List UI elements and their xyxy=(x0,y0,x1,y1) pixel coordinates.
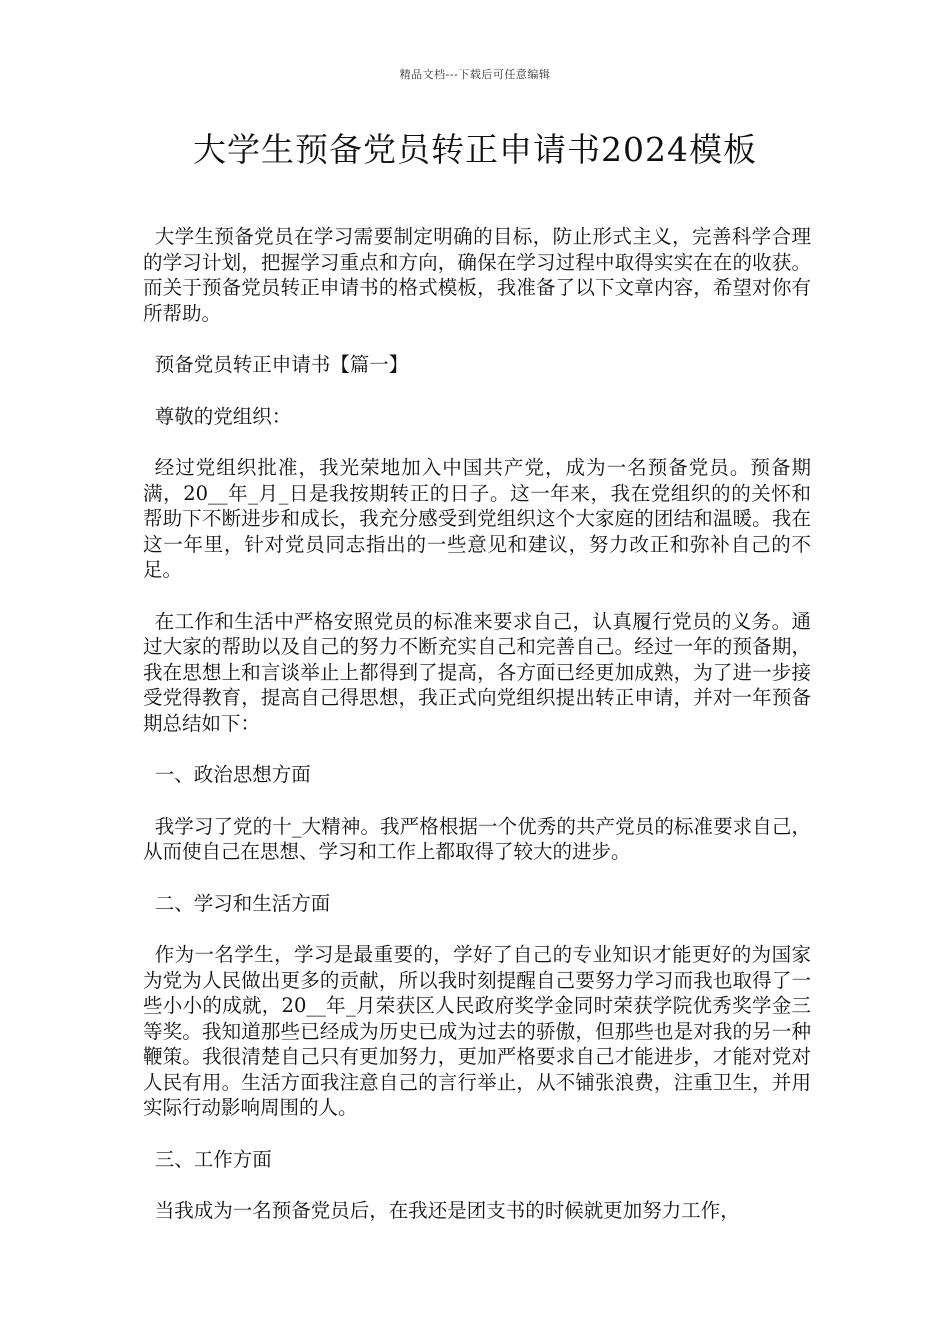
section-title: 预备党员转正申请书【篇一】 xyxy=(154,353,409,376)
heading-study-and-life: 二、学习和生活方面 xyxy=(154,891,331,915)
heading-work: 三、工作方面 xyxy=(154,1147,272,1171)
salutation: 尊敬的党组织： xyxy=(154,404,292,428)
document-title: 大学生预备党员转正申请书2024模板 xyxy=(193,130,757,169)
document-body xyxy=(143,224,811,1250)
heading-political-thought: 一、政治思想方面 xyxy=(154,763,311,786)
paragraph-5: 当我成为一名预备党员后，在我还是团支书的时候就更加努力工作， xyxy=(154,1199,740,1222)
intro-paragraph: 大学生预备党员在学习需要制定明确的目标，防止形式主义，完善科学合理的学习计划，把握学习重点和方向，确保在学习过程中取得实实在在的收获。而关于预备党员转正申请书的格式模板，我准备了以下文章内容，希望对你有所帮助。 xyxy=(143,225,811,325)
paragraph-2: 在工作和生活中严格安照党员的标准来要求自己，认真履行党员的义务。通过大家的帮助以及自己的努力不断充实自己和完善自己。经过一年的预备期，我在思想上和言谈举止上都得到了提高，各方面已经更加成熟，为了进一步接受党得教育，提高自己得思想，我正式向党组织提出转正申请，并对一年预备期总结如下： xyxy=(143,609,811,735)
header-note: 精品文档---下载后可任意编辑 xyxy=(399,68,551,81)
paragraph-3: 我学习了党的十_大精神。我严格根据一个优秀的共产党员的标准要求自己，从而使自己在思想、学习和工作上都取得了较大的进步。 xyxy=(143,814,811,863)
paragraph-4: 作为一名学生，学习是最重要的，学好了自己的专业知识才能更好的为国家为党为人民做出更多的贡献，所以我时刻提醒自己要努力学习而我也取得了一些小小的成就，20__年_月荣获区人民政府奖学金同时荣获学院优秀奖学金三等奖。我知道那些已经成为历史已成为过去的骄傲，但那些也是对我的另一种鞭策。我很清楚自己只有更加努力，更加严格要求自己才能进步，才能对党对人民有用。生活方面我注意自己的言行举止，从不铺张浪费，注重卫生，并用实际行动影响周围的人。 xyxy=(143,943,811,1119)
paragraph-1: 经过党组织批准，我光荣地加入中国共产党，成为一名预备党员。预备期满，20__年_月_日是我按期转正的日子。这一年来，我在党组织的的关怀和帮助下不断进步和成长，我充分感受到党组织这个大家庭的团结和温暖。我在这一年里，针对党员同志指出的一些意见和建议，努力改正和弥补自己的不足。 xyxy=(143,456,811,581)
